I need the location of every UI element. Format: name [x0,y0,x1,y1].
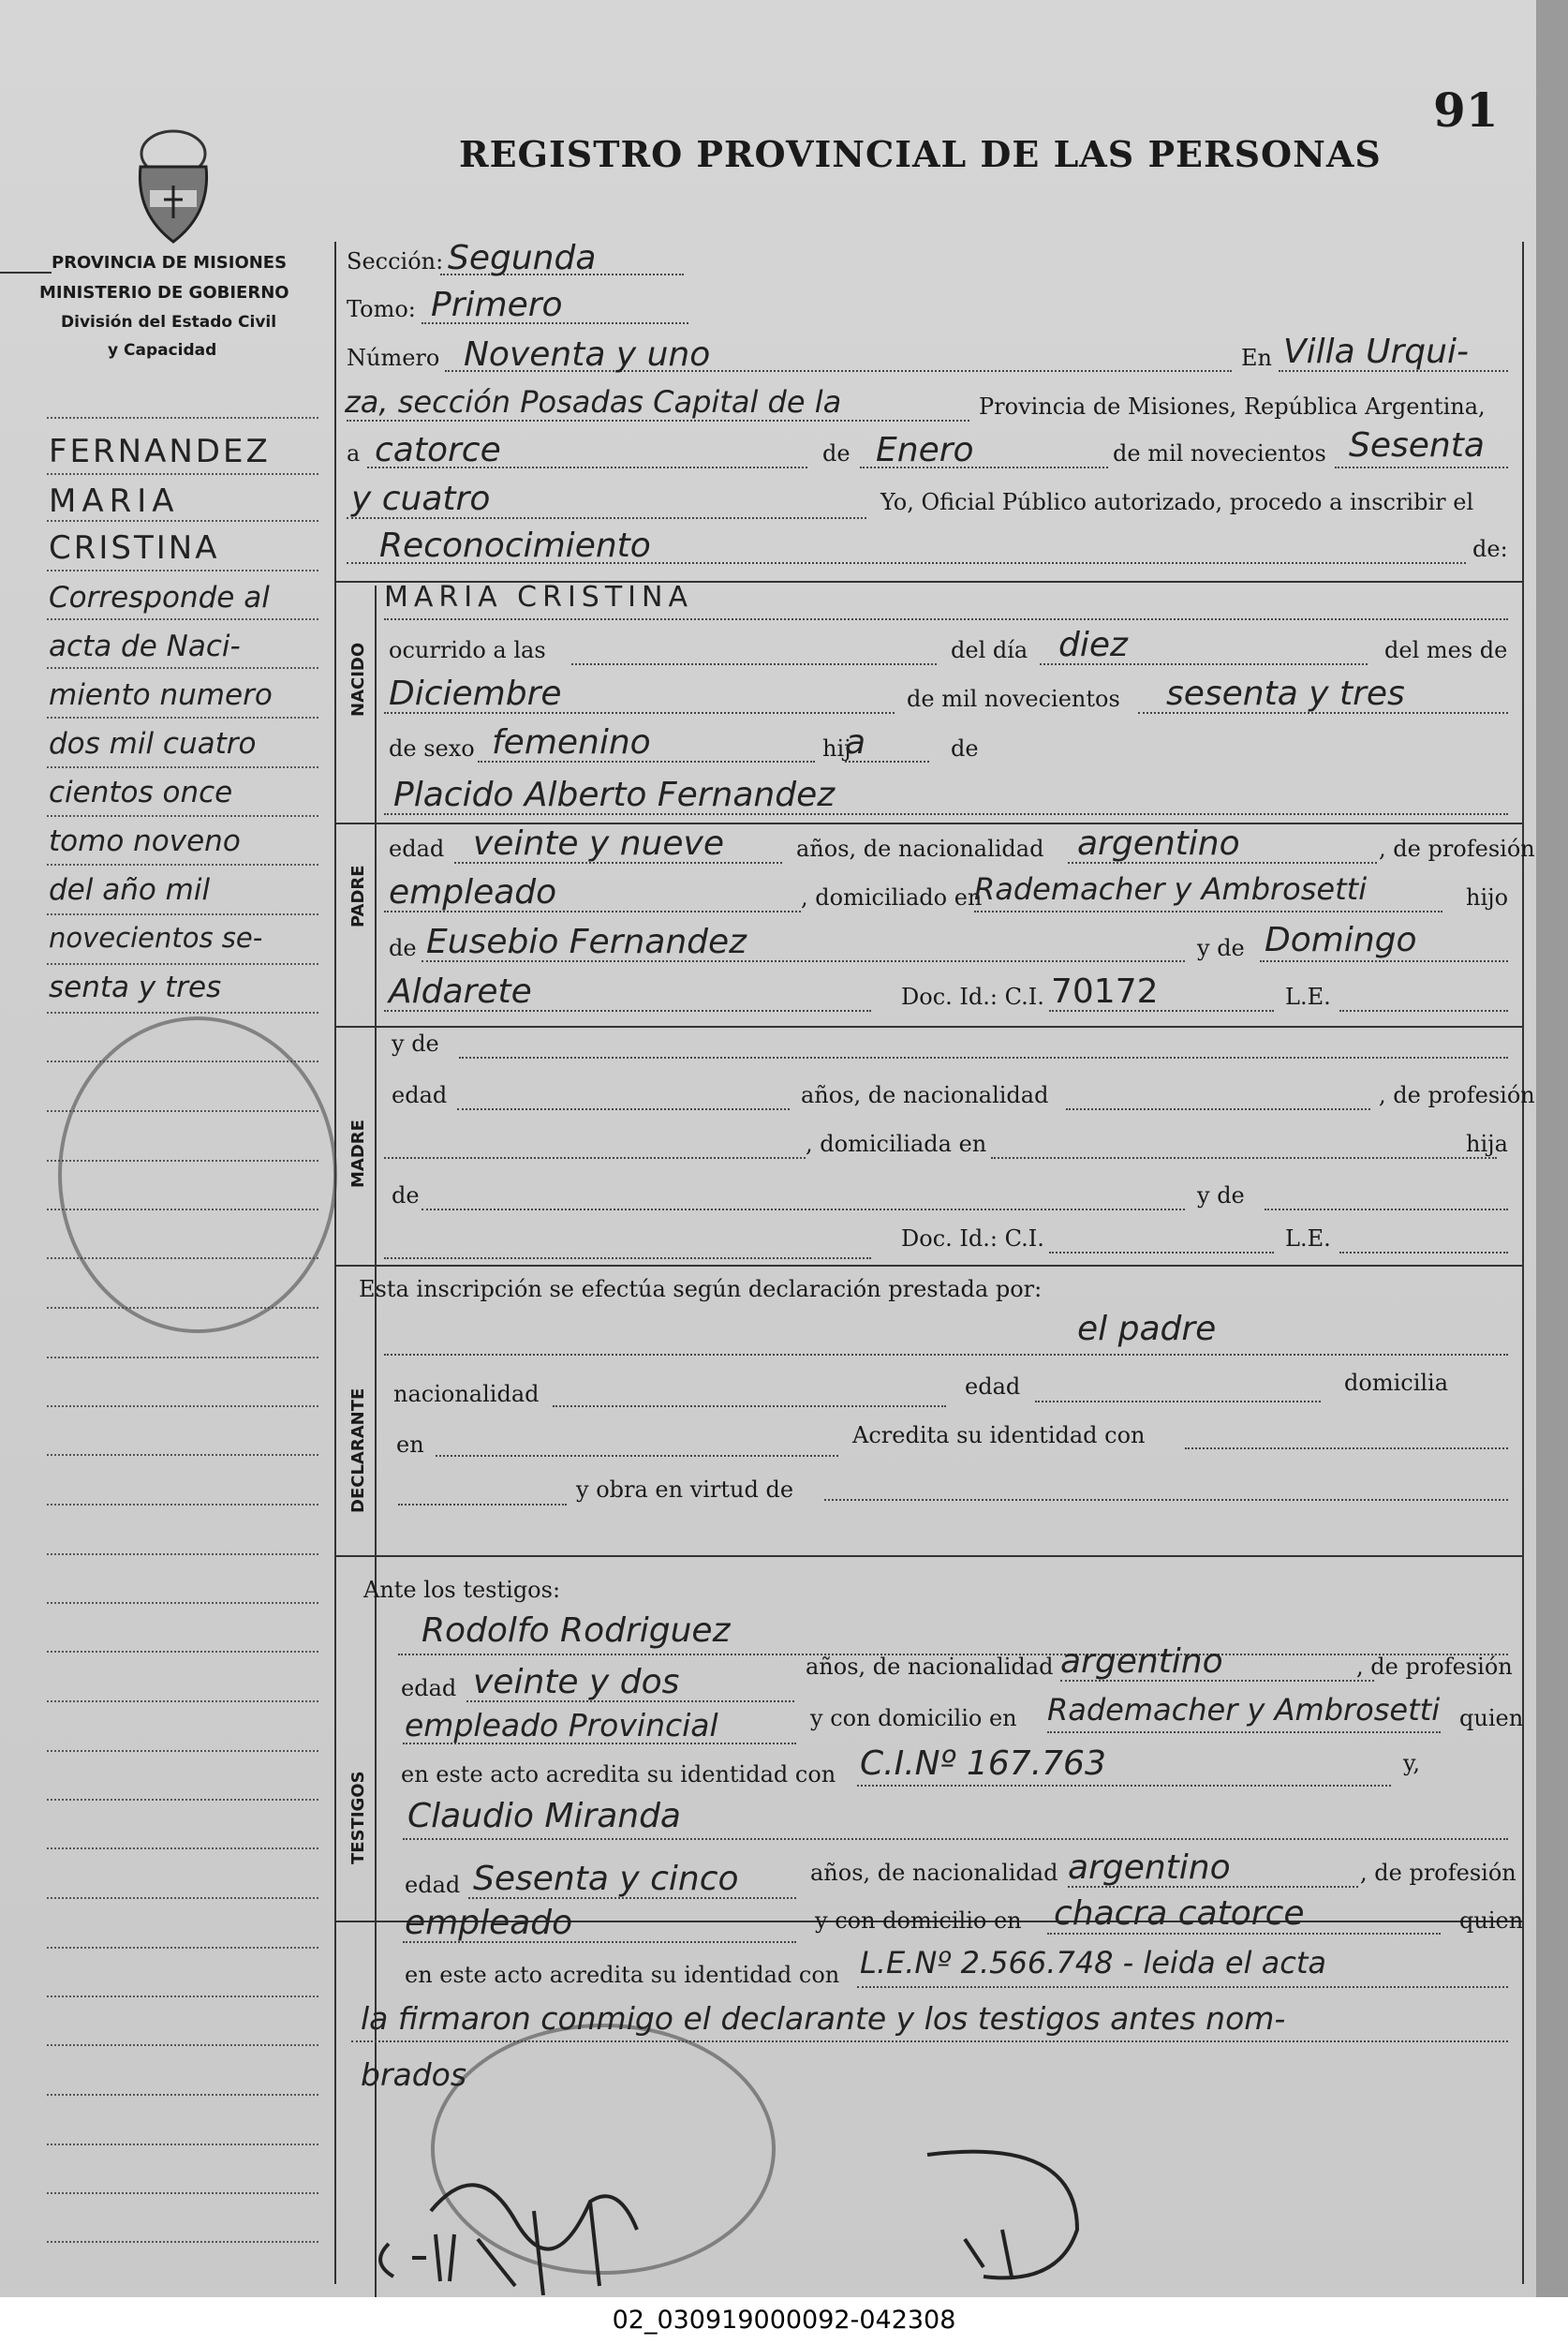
value-t1-dom: Rademacher y Ambrosetti [1047,1692,1441,1728]
label-seccion: Sección: [347,248,444,274]
label-padre-de: de [389,935,417,961]
label-t1-edad: edad [401,1675,457,1701]
label-de-mil: de mil novecientos [1113,440,1326,467]
label-padre-nac: años, de nacionalidad [796,836,1044,862]
value-t2-edad: Sesenta y cinco [473,1860,739,1898]
value-abuelo: Eusebio Fernandez [426,923,747,961]
label-dec-domicilia: domicilia [1344,1370,1449,1396]
value-lugar: za, sección Posadas Capital de la [345,384,842,420]
value-anio-2: y cuatro [351,480,491,518]
header-ministry: MINISTERIO DE GOBIERNO [39,283,289,303]
value-t2-prof: empleado [405,1904,573,1942]
label-numero: Número [347,345,440,371]
value-padre-prof: empleado [389,873,557,912]
margin-line-1: Corresponde al [49,581,270,615]
label-t1-y: y, [1403,1750,1420,1776]
label-madre-y-de: y de [392,1031,439,1057]
label-t2-acredita: en este acto acredita su identidad con [405,1962,840,1988]
margin-line-6: tomo noveno [49,824,241,858]
header-capacidad: y Capacidad [108,341,217,360]
section-label-nacido: NACIDO [348,642,368,717]
label-hija: hija [1466,1131,1508,1157]
section-label-testigos: TESTIGOS [348,1771,368,1864]
value-tomo: Primero [431,286,563,324]
label-madre-dom: , domiciliada en [806,1131,987,1157]
label-ocurrido: ocurrido a las [389,637,546,663]
value-padre-ci: 70172 [1051,972,1159,1011]
value-padre-nac: argentino [1077,824,1240,863]
label-t1-prof: , de profesión [1356,1654,1513,1680]
value-mes-nac: Diciembre [389,675,562,713]
label-t1-quien: quien [1459,1705,1524,1731]
section-label-madre: MADRE [348,1120,368,1188]
margin-line-9: senta y tres [49,971,222,1004]
label-ante-testigos: Ante los testigos: [363,1577,561,1603]
value-t2-id: L.E.Nº 2.566.748 - leida el acta [860,1945,1326,1981]
label-en: En [1241,345,1272,371]
label-madre-nac: años, de nacionalidad [801,1082,1049,1108]
label-madre-de: de [392,1182,420,1209]
value-nombre: MARIA CRISTINA [384,581,693,614]
value-t1-prof: empleado Provincial [405,1707,718,1743]
value-padre-dom: Rademacher y Ambrosetti [974,871,1368,907]
margin-line-3: miento numero [49,678,273,712]
value-abuela-2: Aldarete [389,972,532,1011]
label-padre-doc: Doc. Id.: C.I. [901,984,1044,1010]
label-madre-doc: Doc. Id.: C.I. [901,1225,1044,1252]
label-t2-nac: años, de nacionalidad [810,1860,1058,1886]
value-anio-1: Sesenta [1349,426,1485,465]
label-madre-edad: edad [392,1082,448,1108]
label-de-mil-2: de mil novecientos [907,686,1120,712]
page-number: 91 [1433,82,1499,138]
label-hij-de: de [951,735,979,762]
label-padre-dom: , domiciliado en [801,884,983,911]
value-abuela: Domingo [1265,921,1417,959]
label-t2-dom: y con domicilio en [815,1907,1022,1934]
margin-line-2: acta de Naci- [49,630,241,663]
label-madre-y-de-2: y de [1197,1182,1245,1209]
margin-surname: FERNANDEZ [49,433,271,470]
value-t1-nac: argentino [1060,1642,1223,1681]
value-declarante: el padre [1077,1310,1217,1348]
label-dec-nacionalidad: nacionalidad [393,1381,540,1407]
document-title: REGISTRO PROVINCIAL DE LAS PERSONAS [459,133,1382,175]
label-de: de [822,440,851,467]
label-tomo: Tomo: [347,296,416,322]
value-seccion: Segunda [448,239,597,277]
margin-line-5: cientos once [49,776,233,809]
header-province: PROVINCIA DE MISIONES [52,253,288,273]
label-provincia: Provincia de Misiones, República Argentina, [979,393,1486,420]
value-t2-dom: chacra catorce [1054,1894,1305,1933]
label-t2-edad: edad [405,1872,461,1898]
label-padre-le: L.E. [1285,984,1331,1010]
value-cierre-2: brados [361,2056,467,2093]
label-madre-le: L.E. [1285,1225,1331,1252]
value-dia: catorce [375,431,501,469]
margin-line-7: del año mil [49,873,211,907]
section-label-declarante: DECLARANTE [348,1387,368,1513]
label-del-dia: del día [951,637,1028,663]
margin-name2: CRISTINA [49,529,220,567]
value-mes: Enero [876,431,974,469]
value-padre-edad: veinte y nueve [473,824,724,863]
value-padre-nombre: Placido Alberto Fernandez [393,776,836,814]
value-hij-suffix: a [845,723,866,762]
label-t1-acredita: en este acto acredita su identidad con [401,1761,836,1788]
margin-line-8: novecientos se- [49,922,263,954]
label-t1-dom: y con domicilio en [810,1705,1017,1731]
label-dec-acredita: Acredita su identidad con [852,1422,1146,1448]
label-dec-edad: edad [965,1373,1021,1400]
value-t1-id: C.I.Nº 167.763 [860,1744,1106,1783]
value-cierre-1: la firmaron conmigo el declarante y los testigos antes nom- [361,2000,1286,2037]
margin-line-4: dos mil cuatro [49,727,257,761]
value-t1-nombre: Rodolfo Rodriguez [422,1611,731,1650]
coat-of-arms-icon [122,120,225,251]
label-t2-prof: , de profesión [1360,1860,1516,1886]
header-division: División del Estado Civil [61,313,277,332]
value-t2-nac: argentino [1068,1848,1231,1887]
label-sexo: de sexo [389,735,475,762]
initials-icon [370,2225,520,2291]
label-de-colon: de: [1472,536,1508,562]
image-footer: 02_030919000092-042308 [0,2297,1568,2344]
label-dec-en: en [396,1432,424,1458]
value-t2-nombre: Claudio Miranda [407,1797,681,1835]
label-madre-prof: , de profesión [1379,1082,1535,1108]
value-tipo: Reconocimiento [379,527,651,565]
label-a: a [347,440,361,467]
value-numero: Noventa y uno [464,335,711,374]
section-label-padre: PADRE [348,865,368,927]
label-t2-quien: quien [1459,1907,1524,1934]
value-anio-nac: sesenta y tres [1166,675,1405,713]
margin-name1: MARIA [49,482,180,520]
label-declaracion: Esta inscripción se efectúa según declaración prestada por: [359,1276,1043,1302]
label-dec-obra: y obra en virtud de [576,1476,794,1503]
label-padre-y-de: y de [1197,935,1245,961]
label-hijo: hijo [1466,884,1509,911]
label-del-mes: del mes de [1384,637,1508,663]
label-padre-prof: , de profesión [1379,836,1535,862]
official-stamp-icon [58,1016,337,1333]
label-hij: hij [822,735,851,762]
value-en: Villa Urqui- [1283,333,1469,371]
label-padre-edad: edad [389,836,445,862]
label-t1-nac: años, de nacionalidad [806,1654,1054,1680]
value-sexo: femenino [492,723,651,762]
value-dia-nac: diez [1058,626,1128,664]
value-t1-edad: veinte y dos [473,1663,680,1701]
label-yo: Yo, Oficial Público autorizado, procedo a inscribir el [880,489,1474,515]
